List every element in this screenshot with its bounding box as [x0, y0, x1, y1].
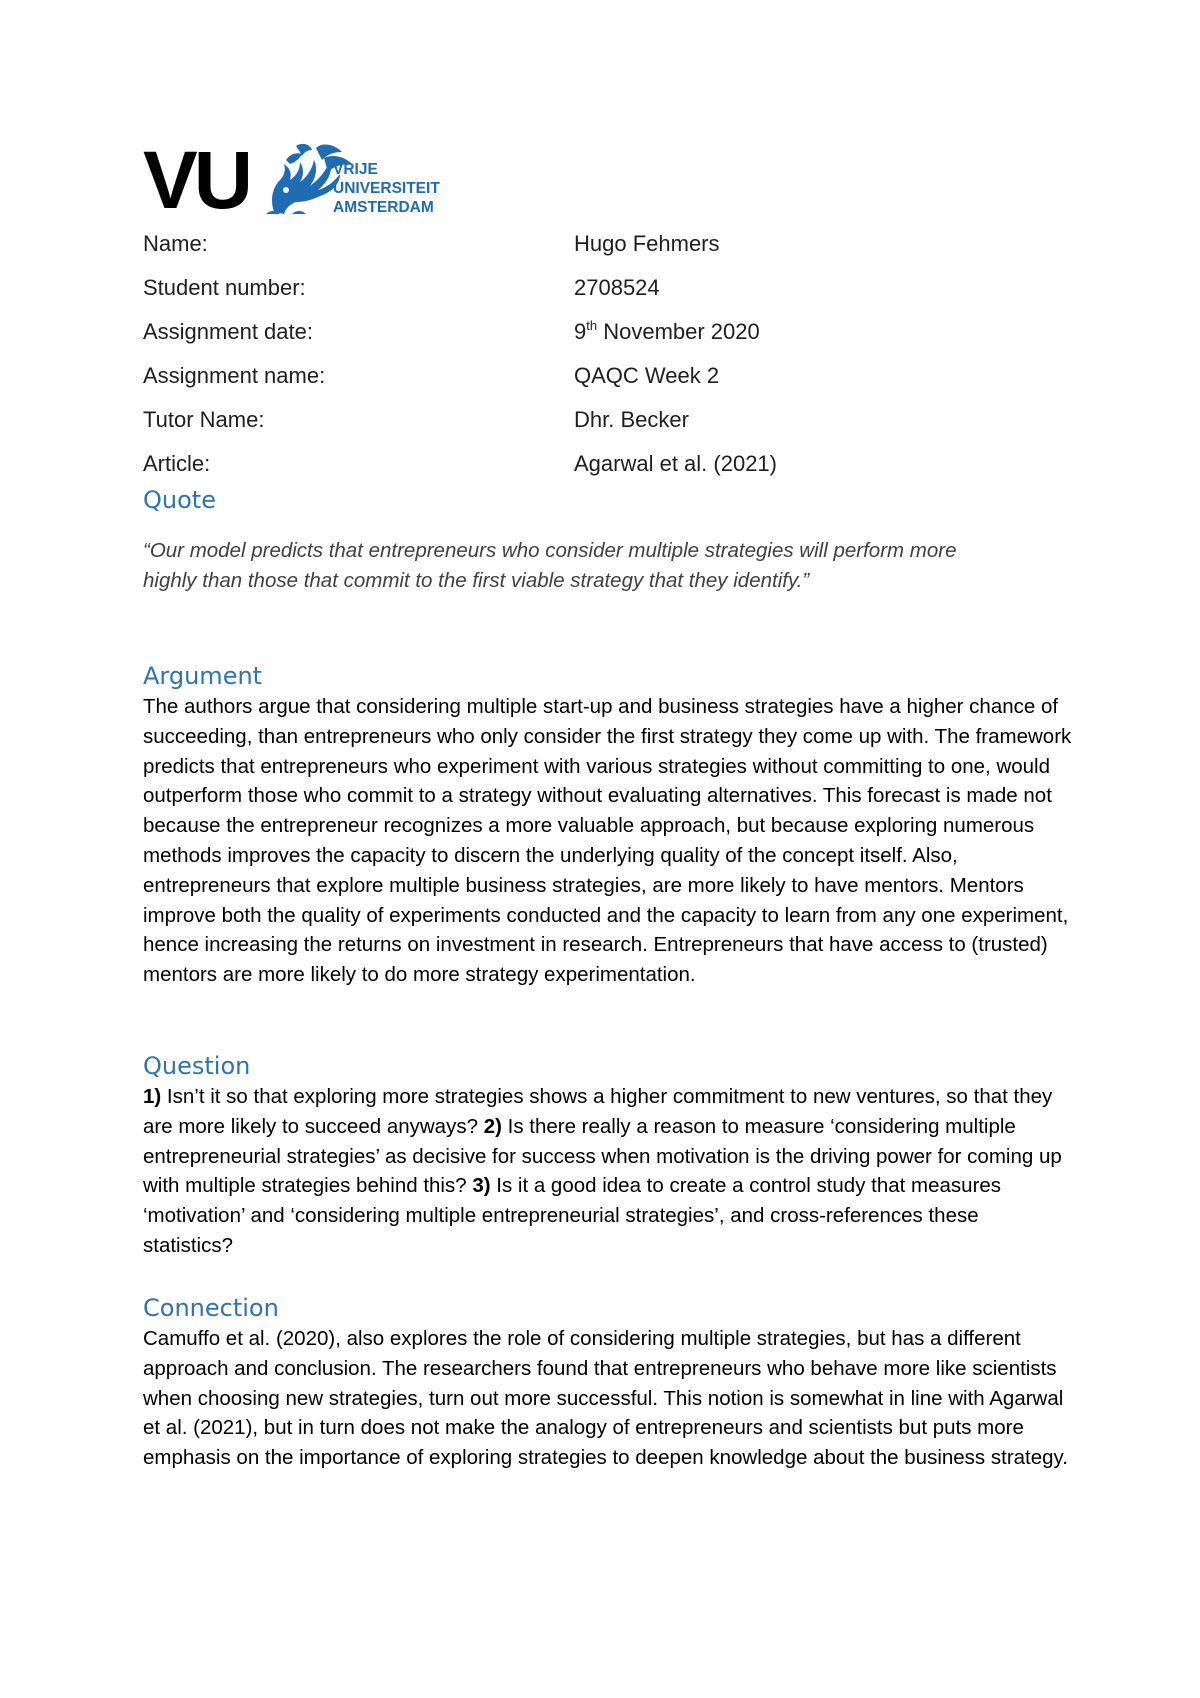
info-row-tutor-name — [143, 405, 1023, 449]
name-value: Hugo Fehmers — [574, 231, 720, 256]
logo-line-3: AMSTERDAM — [333, 199, 434, 216]
student-number-value: 2708524 — [574, 275, 660, 300]
logo-wordmark — [333, 160, 440, 217]
connection-text: Camuffo et al. (2020), also explores the role of considering multiple strategies, but has a different approach and conclusion. The researchers found that entrepreneurs who behave more like scientists when choosing new strategies, turn out more successful. This notion is somewhat in line with Agarwal et al. (2021), but in turn does not make the analogy of entrepreneurs and scientists but puts more emphasis on the importance of exploring strategies to deepen knowledge about the business strategy. — [143, 1327, 1068, 1470]
logo-line-2: UNIVERSITEIT — [333, 180, 440, 197]
student-number-label: Student number: — [143, 275, 306, 300]
question-number-2: 2) — [483, 1114, 502, 1138]
quote-heading: Quote — [143, 486, 216, 514]
name-label: Name: — [143, 231, 208, 256]
question-3: Is it a good idea to create a control study that measures ‘motivation’ and ‘considering multiple entrepreneurial strategies’, and cross-references these statistics? — [143, 1174, 1002, 1257]
connection-section — [143, 1292, 1073, 1473]
question-text — [143, 1082, 1073, 1261]
argument-text: The authors argue that considering multiple start-up and business strategies have a higher chance of succeeding, than entrepreneurs who only consider the first strategy they come up with. The framework predicts that entrepreneurs who experiment with various strategies without committing to one, would outperform those who commit to a strategy without evaluating alternatives. This forecast is made not because the entrepreneur recognizes a more valuable approach, but because exploring numerous methods improves the capacity to discern the underlying quality of the concept itself. Also, entrepreneurs that explore multiple business strategies, are more likely to have mentors. Mentors improve both the quality of experiments conducted and the capacity to learn from any one experiment, hence increasing the returns on investment in research. Entrepreneurs that have access to (trusted) mentors are more likely to do more strategy experimentation. — [143, 695, 1072, 987]
assignment-date-suffix: th — [586, 318, 598, 333]
question-number-1: 1) — [143, 1085, 162, 1108]
student-info-table — [143, 229, 1023, 493]
question-2: Is there really a reason to measure ‘considering multiple entrepreneurial strategies’ as decisive for success when motivation is the driving power for coming up with multiple strategies behind this? — [143, 1114, 1062, 1198]
assignment-date-rest: November 2020 — [597, 319, 760, 344]
quote-text: “Our model predicts that entrepreneurs who consider multiple strategies will perform more highly than those that commit to the first viable strategy that they identify.” — [143, 539, 957, 592]
article-label: Article: — [143, 451, 211, 476]
tutor-name-value: Dhr. Becker — [574, 407, 689, 432]
university-logo — [143, 135, 463, 226]
logo-line-1: VRIJE — [333, 161, 378, 178]
info-row-assignment-date — [143, 317, 1023, 361]
assignment-date-day: 9 — [574, 319, 587, 344]
argument-section — [143, 660, 1073, 990]
info-row-student-number — [143, 273, 1023, 317]
assignment-date-value — [574, 317, 760, 347]
article-value: Agarwal et al. (2021) — [574, 451, 777, 476]
question-1: Isn’t it so that exploring more strategies shows a higher commitment to new ventures, so that they are more likely to succeed anyways? — [143, 1085, 1053, 1138]
logo-mark: VU — [143, 135, 249, 226]
assignment-date-label: Assignment date: — [143, 319, 313, 344]
tutor-name-label: Tutor Name: — [143, 407, 265, 432]
info-row-name — [143, 229, 1023, 273]
assignment-name-label: Assignment name: — [143, 363, 326, 388]
info-row-assignment-name — [143, 361, 1023, 405]
quote-section — [143, 484, 1073, 596]
question-heading: Question — [143, 1052, 251, 1080]
argument-heading: Argument — [143, 662, 263, 690]
question-number-3: 3) — [472, 1174, 491, 1198]
connection-heading: Connection — [143, 1294, 279, 1322]
question-section — [143, 1050, 1073, 1261]
assignment-name-value: QAQC Week 2 — [574, 363, 720, 388]
